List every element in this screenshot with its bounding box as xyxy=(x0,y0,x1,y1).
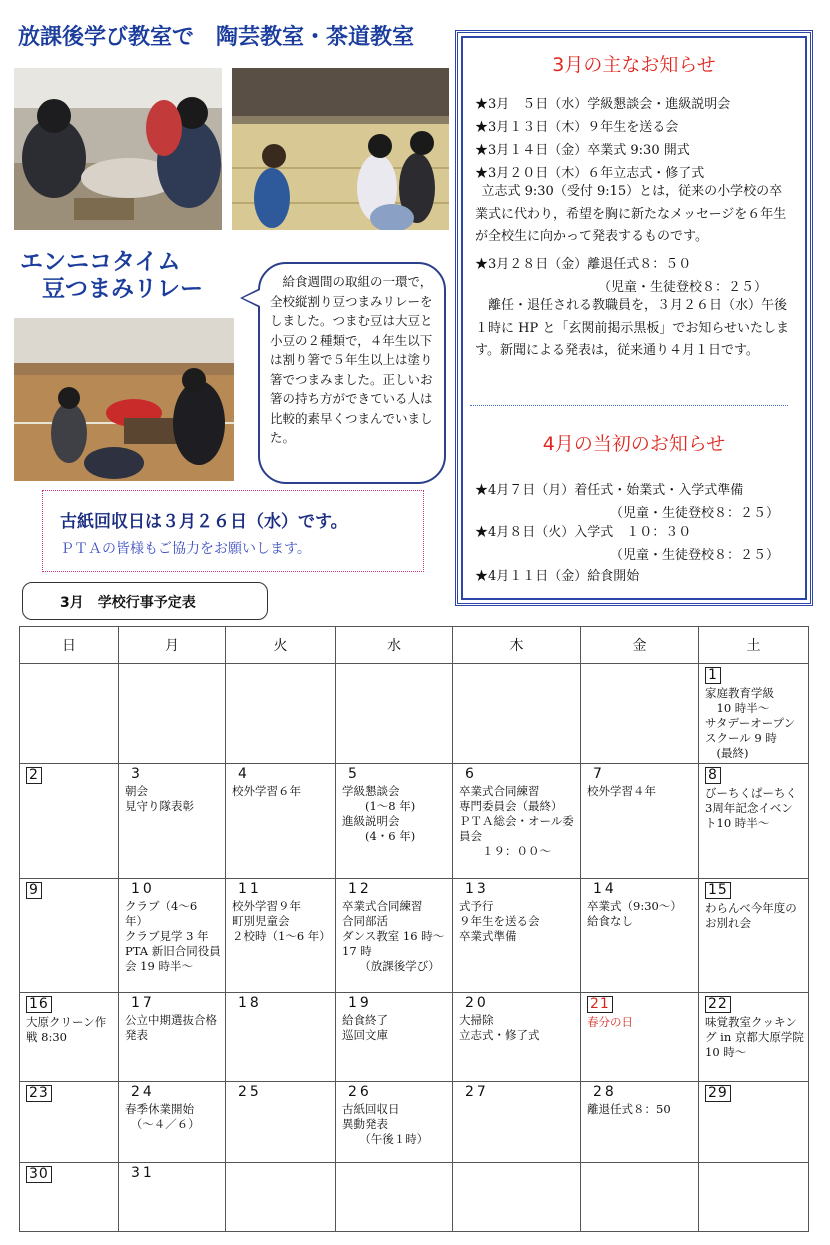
calendar-day-number: 26 xyxy=(348,1084,372,1100)
calendar-day-number: 21 xyxy=(587,996,613,1013)
calendar-day-cell xyxy=(226,993,336,1082)
notice-item: ★4月１１日（金）給食開始 xyxy=(475,569,640,584)
calendar-day-cell xyxy=(119,664,226,764)
calendar-day-number: 8 xyxy=(705,767,721,784)
enniko-title: エンニコタイム xyxy=(20,249,181,275)
calendar-day-cell xyxy=(336,1082,453,1163)
calendar-day-cell xyxy=(226,1082,336,1163)
calendar-day-cell xyxy=(226,1163,336,1232)
notice-item: ★3月１４日（金）卒業式 9:30 開式 xyxy=(475,143,690,158)
calendar-day-number: 16 xyxy=(26,996,52,1013)
calendar-day-number: 15 xyxy=(705,882,731,899)
calendar-week-row xyxy=(20,879,809,993)
calendar-event-text: わらんべ今年度のお別れ会 xyxy=(705,901,797,930)
march-notices-title: 3月の主なお知らせ xyxy=(552,54,716,76)
calendar-day-cell xyxy=(699,879,809,993)
calendar-day-cell xyxy=(581,879,699,993)
calendar-day-number: 13 xyxy=(465,881,489,897)
calendar-day-cell xyxy=(581,993,699,1082)
calendar-week-row xyxy=(20,993,809,1082)
calendar-day-number: 29 xyxy=(705,1085,731,1102)
calendar-day-number: 1 xyxy=(705,667,721,684)
calendar-day-cell xyxy=(20,664,119,764)
calendar-day-cell xyxy=(453,1082,581,1163)
calendar-week-row xyxy=(20,664,809,764)
calendar-event-text: 古紙回収日 異動発表 （午後１時） xyxy=(342,1102,429,1146)
calendar-day-cell xyxy=(20,764,119,879)
weekday-header-row xyxy=(20,627,809,664)
calendar-day-cell xyxy=(699,1163,809,1232)
calendar-day-number: 5 xyxy=(348,766,360,782)
calendar-event-text: 春季休業開始 （～４／６） xyxy=(125,1102,200,1131)
ritsushi-note: 立志式 9:30（受付 9:15）とは，従来の小学校の卒業式に代わり，希望を胸に新たなメッセージを６年生が全校生に向かって発表するものです。 xyxy=(475,184,787,244)
photo-pottery-class xyxy=(14,68,222,230)
calendar-event-text: 春分の日 xyxy=(587,1015,633,1029)
calendar-day-number: 30 xyxy=(26,1166,52,1183)
calendar-day-cell xyxy=(336,664,453,764)
calendar-event-text: びーちくぱーちく 3周年記念イベント10 時半～ xyxy=(705,786,797,830)
notice-item-note: （児童・生徒登校８：２５） xyxy=(598,280,768,295)
notice-item-note: （児童・生徒登校８：２５） xyxy=(610,548,780,563)
enniko-subtitle: 豆つまみリレー xyxy=(42,276,203,302)
calendar-day-cell xyxy=(453,664,581,764)
weekday-header: 日 xyxy=(20,627,119,664)
calendar-day-number: 3 xyxy=(131,766,143,782)
calendar-day-number: 20 xyxy=(465,995,489,1011)
calendar-event-text: 式予行 ９年生を送る会 卒業式準備 xyxy=(459,899,540,943)
schedule-title: 3月 学校行事予定表 xyxy=(60,595,196,611)
calendar-day-cell xyxy=(699,664,809,764)
calendar-event-text: 大掃除 立志式・修了式 xyxy=(459,1013,540,1042)
calendar-event-text: 校外学習４年 xyxy=(587,784,656,798)
calendar-day-cell xyxy=(119,1082,226,1163)
notice-item: ★4月８日（火）入学式 １０：３０ xyxy=(475,525,692,540)
notice-divider xyxy=(470,405,788,406)
calendar-event-text: 校外学習９年 町別児童会 ２校時（1～6 年） xyxy=(232,899,331,943)
calendar-event-text: 家庭教育学級 10 時半～ サタデーオープンスクール 9 時 (最終) xyxy=(705,686,796,760)
calendar-day-cell xyxy=(699,764,809,879)
calendar-day-number: 24 xyxy=(131,1084,155,1100)
calendar-event-text: 卒業式合同練習 専門委員会（最終） ＰＴＡ総会・オール委員会 １９：００～ xyxy=(459,784,574,858)
calendar-day-cell xyxy=(453,879,581,993)
recycle-request-text: ＰＴＡの皆様もご協力をお願いします。 xyxy=(60,541,311,557)
notice-item: ★3月２８日（金）離退任式８：５０ xyxy=(475,257,692,272)
calendar-day-number: 6 xyxy=(465,766,477,782)
weekday-header: 土 xyxy=(699,627,809,664)
weekday-header: 月 xyxy=(119,627,226,664)
calendar-day-cell xyxy=(336,764,453,879)
calendar-day-cell xyxy=(336,993,453,1082)
calendar-day-cell xyxy=(699,993,809,1082)
section-heading-afterschool: 放課後学び教室で 陶芸教室・茶道教室 xyxy=(18,25,415,50)
calendar-event-text: 朝会 見守り隊表彰 xyxy=(125,784,194,813)
april-notices-title: 4月の当初のお知らせ xyxy=(542,433,726,455)
calendar-day-number: 9 xyxy=(26,882,42,899)
rikin-note: 離任・退任される教職員を，３月２６日（水）午後１時に HP と「玄関前掲示黒板」でお知らせいたします。新聞による発表は，従来通り４月１日です。 xyxy=(475,298,789,358)
calendar-day-number: 4 xyxy=(238,766,250,782)
calendar-event-text: クラブ（4～6 年） クラブ見学 3 年 PTA 新旧合同役員会 19 時半～ xyxy=(125,899,221,973)
calendar-day-number: 27 xyxy=(465,1084,489,1100)
photo-bean-relay xyxy=(14,318,234,481)
calendar-day-cell xyxy=(581,1082,699,1163)
schedule-calendar xyxy=(19,626,809,1232)
calendar-day-cell xyxy=(581,764,699,879)
notice-item: ★3月２０日（木）６年立志式・修了式 xyxy=(475,166,705,181)
notice-item: ★3月 ５日（水）学級懇談会・進級説明会 xyxy=(475,97,731,112)
calendar-day-cell xyxy=(581,664,699,764)
calendar-day-number: 14 xyxy=(593,881,617,897)
weekday-header: 水 xyxy=(336,627,453,664)
calendar-day-cell xyxy=(226,764,336,879)
calendar-event-text: 離退任式８：50 xyxy=(587,1102,671,1116)
calendar-day-number: 10 xyxy=(131,881,155,897)
calendar-day-cell xyxy=(699,1082,809,1163)
calendar-day-cell xyxy=(226,879,336,993)
calendar-day-cell xyxy=(336,879,453,993)
calendar-day-cell xyxy=(20,993,119,1082)
calendar-day-cell xyxy=(20,1163,119,1232)
calendar-day-cell xyxy=(119,993,226,1082)
calendar-event-text: 味覚教室クッキング in 京都大原学院 10 時～ xyxy=(705,1015,804,1059)
calendar-event-text: 学級懇談会 (1～8 年) 進級説明会 (4・6 年) xyxy=(342,784,416,843)
calendar-event-text: 大原クリーン作戦 8:30 xyxy=(26,1015,107,1044)
calendar-day-number: 7 xyxy=(593,766,605,782)
calendar-day-cell xyxy=(119,879,226,993)
weekday-header: 木 xyxy=(453,627,581,664)
calendar-day-number: 19 xyxy=(348,995,372,1011)
calendar-day-number: 18 xyxy=(238,995,262,1011)
calendar-day-number: 17 xyxy=(131,995,155,1011)
calendar-day-number: 28 xyxy=(593,1084,617,1100)
photo-tea-ceremony xyxy=(232,68,449,230)
calendar-event-text: 校外学習６年 xyxy=(232,784,301,798)
calendar-event-text: 公立中期選抜合格発表 xyxy=(125,1013,217,1042)
calendar-event-text: 卒業式合同練習 合同部活 ダンス教室 16 時～17 時 （放課後学び） xyxy=(342,899,445,973)
calendar-day-cell xyxy=(20,1082,119,1163)
recycle-date-text: 古紙回収日は３月２６日（水）です。 xyxy=(60,512,348,532)
speech-bubble-text: 給食週間の取組の一環で，全校縦割り豆つまみリレーをしました。つまむ豆は大豆と小豆の２種類で，４年生以下は割り箸で５年生以上は塗り箸でつまみました。正しいお箸の持ち方ができている人は比較的素早くつまんでいました。 xyxy=(270,274,433,445)
calendar-week-row xyxy=(20,764,809,879)
weekday-header: 金 xyxy=(581,627,699,664)
calendar-event-text: 給食終了 巡回文庫 xyxy=(342,1013,388,1042)
calendar-day-cell xyxy=(20,879,119,993)
calendar-day-number: 12 xyxy=(348,881,372,897)
calendar-week-row xyxy=(20,1082,809,1163)
calendar-day-number: 2 xyxy=(26,767,42,784)
calendar-day-cell xyxy=(453,1163,581,1232)
calendar-day-cell xyxy=(453,993,581,1082)
calendar-week-row xyxy=(20,1163,809,1232)
calendar-day-cell xyxy=(453,764,581,879)
calendar-day-cell xyxy=(119,764,226,879)
calendar-event-text: 卒業式（9:30～） 給食なし xyxy=(587,899,682,928)
calendar-day-number: 23 xyxy=(26,1085,52,1102)
notice-item: ★3月１３日（木）９年生を送る会 xyxy=(475,120,679,135)
weekday-header: 火 xyxy=(226,627,336,664)
calendar-day-number: 11 xyxy=(238,881,262,897)
calendar-day-number: 22 xyxy=(705,996,731,1013)
calendar-day-number: 25 xyxy=(238,1084,262,1100)
calendar-day-number: 31 xyxy=(131,1165,155,1181)
calendar-day-cell xyxy=(581,1163,699,1232)
calendar-day-cell xyxy=(119,1163,226,1232)
calendar-day-cell xyxy=(336,1163,453,1232)
notice-item-note: （児童・生徒登校８：２５） xyxy=(610,506,780,521)
notice-item: ★4月７日（月）着任式・始業式・入学式準備 xyxy=(475,483,744,498)
calendar-day-cell xyxy=(226,664,336,764)
